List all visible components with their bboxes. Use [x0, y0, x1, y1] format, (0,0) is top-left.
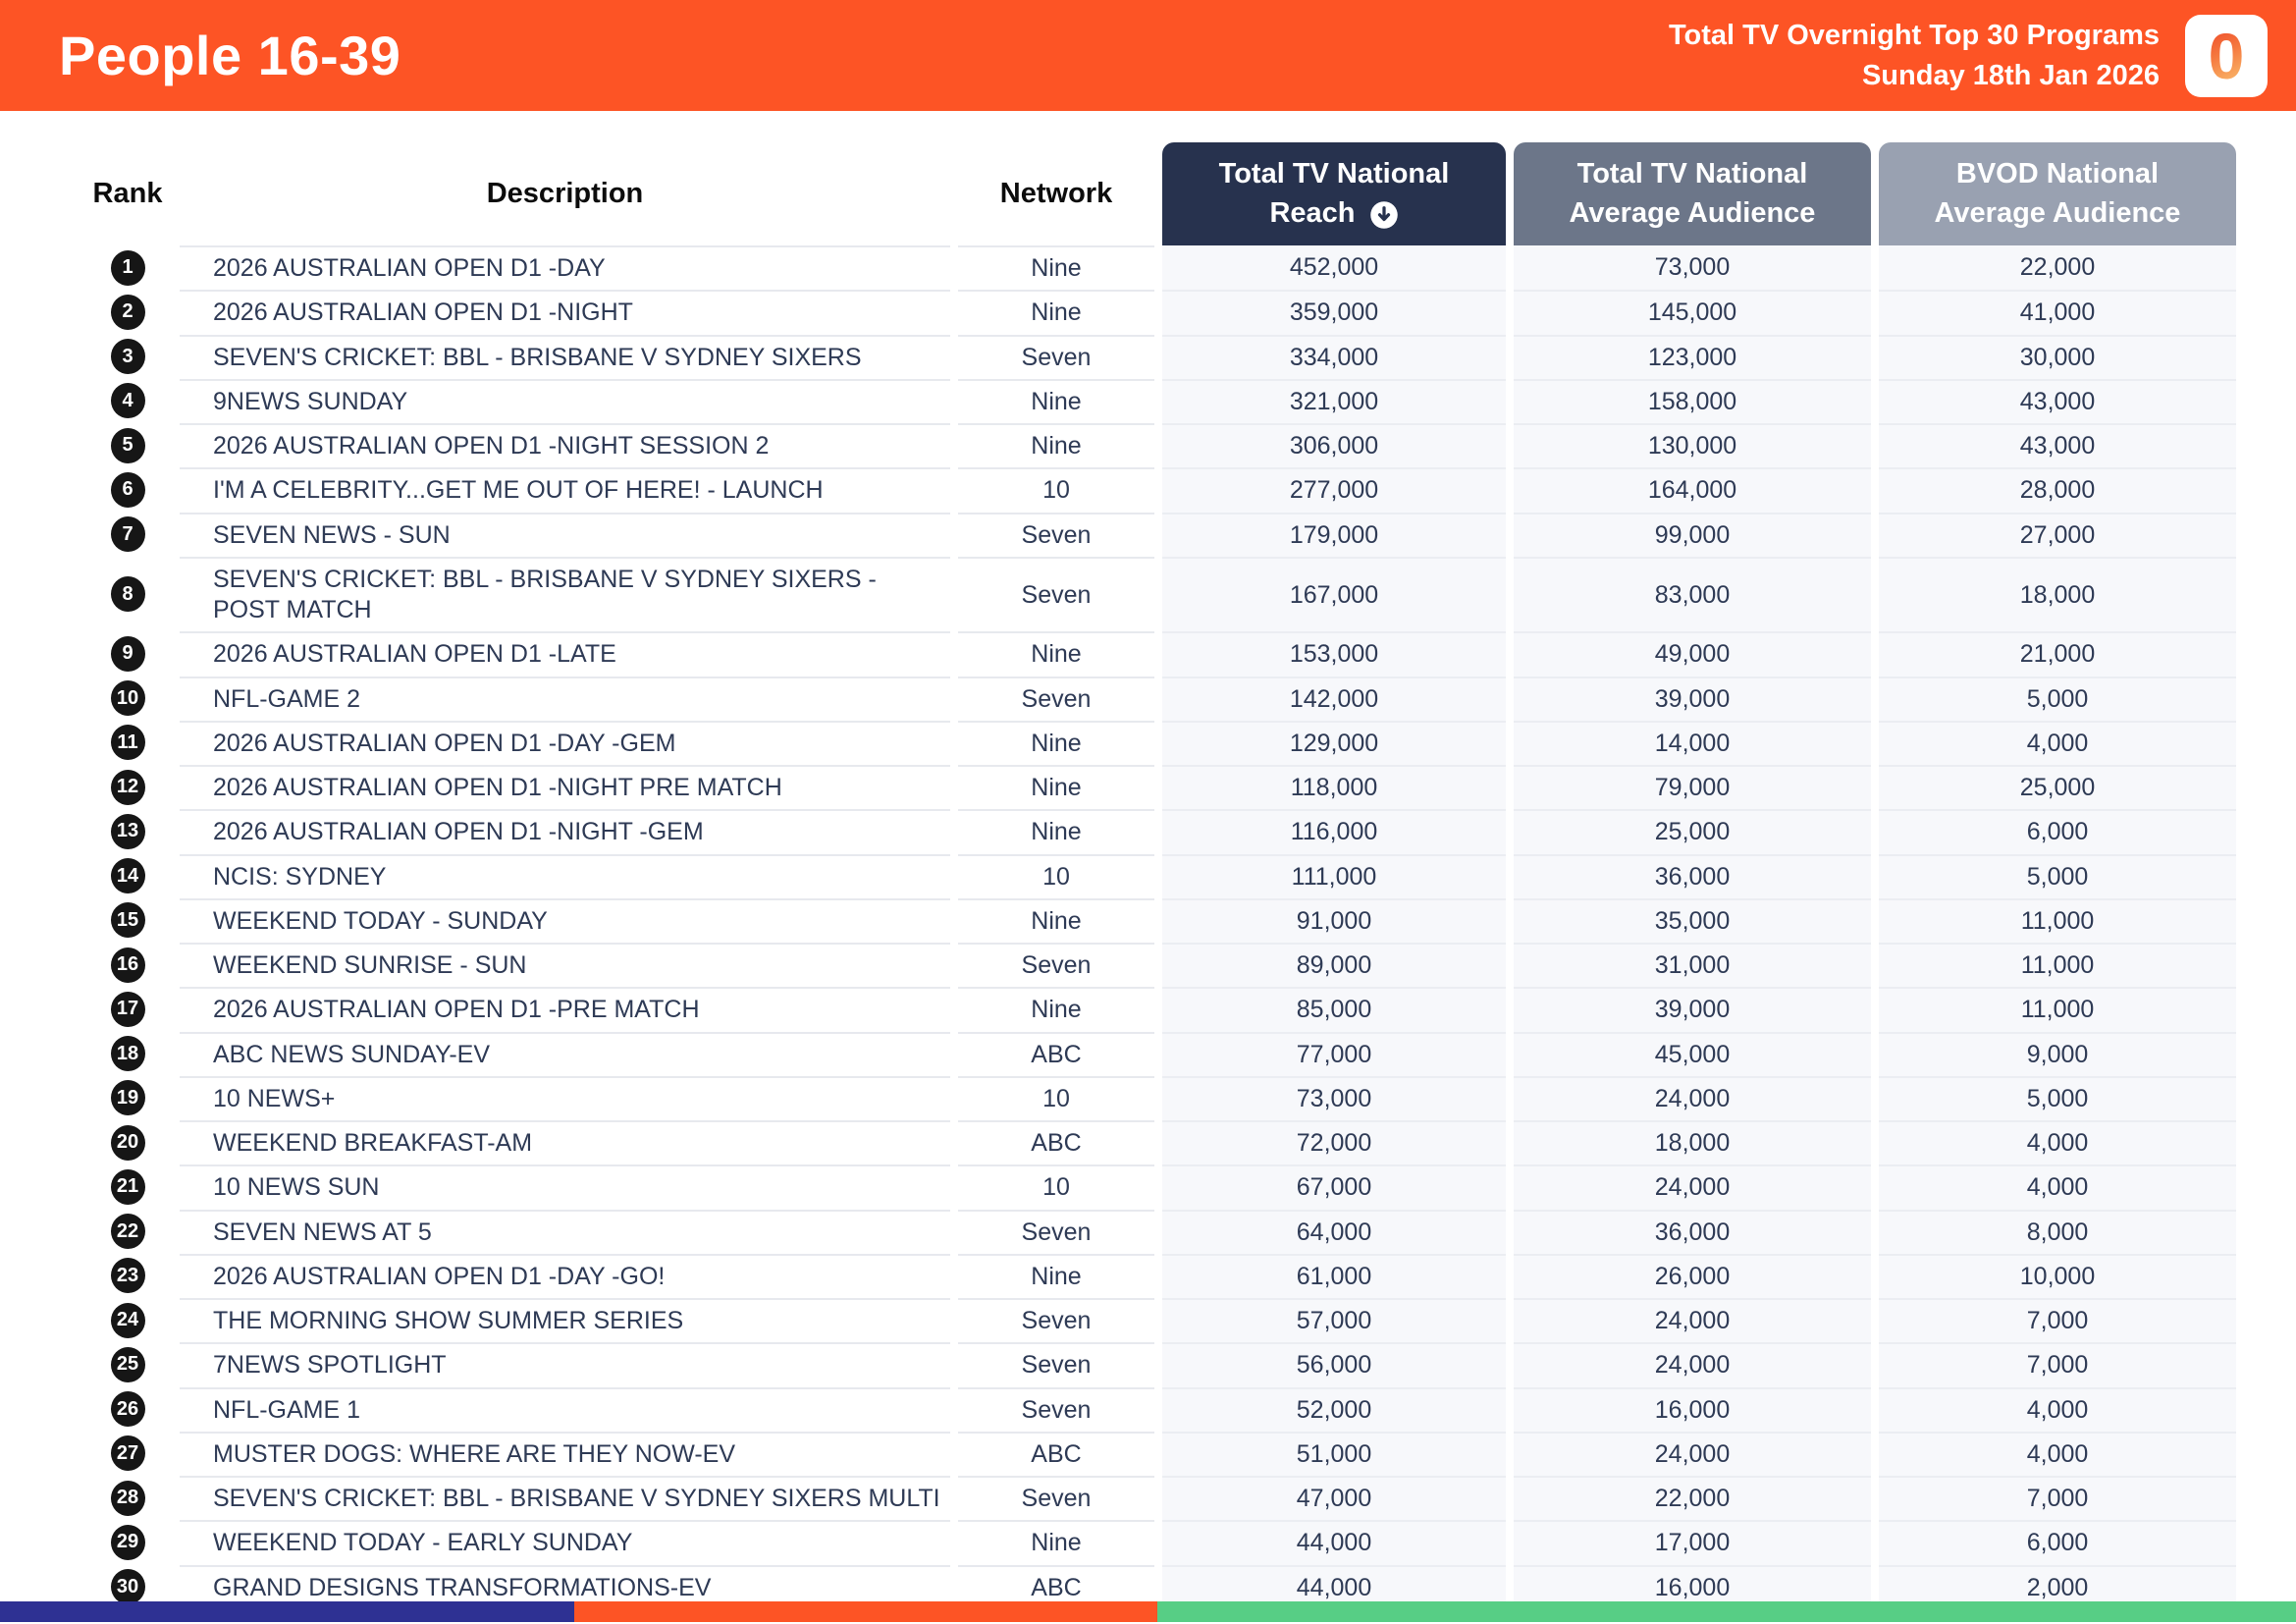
total-tv-average-audience-value: 24,000 [1514, 1076, 1871, 1120]
rank-badge [111, 680, 145, 716]
rank-badge [111, 636, 145, 672]
rank-number: 20 [116, 1131, 139, 1154]
rank-number: 24 [116, 1309, 139, 1331]
rank-number: 3 [122, 345, 133, 367]
bvod-average-audience-value: 27,000 [1879, 513, 2236, 557]
rank-number: 7 [122, 522, 133, 545]
bvod-average-audience-value: 4,000 [1879, 1164, 2236, 1209]
table-row [83, 335, 2236, 379]
total-tv-reach-value: 306,000 [1162, 423, 1506, 467]
total-tv-reach-value: 44,000 [1162, 1565, 1506, 1609]
rank-badge [111, 1258, 145, 1293]
total-tv-average-audience-value: 24,000 [1514, 1164, 1871, 1209]
program-description: 2026 AUSTRALIAN OPEN D1 -DAY -GO! [180, 1254, 950, 1298]
total-tv-average-audience-value: 14,000 [1514, 721, 1871, 765]
rank-badge [111, 250, 145, 286]
rank-number: 13 [116, 820, 139, 842]
rank-cell [83, 245, 172, 290]
rank-badge [111, 725, 145, 760]
total-tv-average-audience-value: 35,000 [1514, 898, 1871, 943]
table-row [83, 1298, 2236, 1342]
total-tv-average-audience-value: 99,000 [1514, 513, 1871, 557]
total-tv-reach-value: 61,000 [1162, 1254, 1506, 1298]
program-description: WEEKEND BREAKFAST-AM [180, 1120, 950, 1164]
rank-badge [111, 576, 145, 612]
column-header-bvod-average[interactable] [1879, 142, 2236, 245]
program-description: THE MORNING SHOW SUMMER SERIES [180, 1298, 950, 1342]
rank-number: 19 [116, 1086, 139, 1109]
total-tv-reach-value: 167,000 [1162, 557, 1506, 632]
bvod-average-audience-value: 43,000 [1879, 423, 2236, 467]
total-tv-average-audience-value: 24,000 [1514, 1432, 1871, 1476]
bvod-average-audience-value: 7,000 [1879, 1298, 2236, 1342]
rank-badge [111, 383, 145, 418]
table-row [83, 513, 2236, 557]
bvod-header-line2: Average Audience [1934, 196, 2181, 229]
top-banner [0, 0, 2296, 111]
program-network: Nine [958, 423, 1154, 467]
total-tv-average-audience-value: 83,000 [1514, 557, 1871, 632]
program-description: WEEKEND TODAY - SUNDAY [180, 898, 950, 943]
rank-badge [111, 1481, 145, 1516]
program-description: 2026 AUSTRALIAN OPEN D1 -PRE MATCH [180, 987, 950, 1031]
table-row [83, 245, 2236, 290]
rank-cell [83, 987, 172, 1031]
rank-badge [111, 992, 145, 1027]
rank-badge [111, 1569, 145, 1604]
rank-number: 29 [116, 1531, 139, 1553]
bvod-average-audience-value: 25,000 [1879, 765, 2236, 809]
bvod-average-audience-value: 6,000 [1879, 1520, 2236, 1564]
total-tv-average-audience-value: 36,000 [1514, 854, 1871, 898]
bvod-average-audience-value: 5,000 [1879, 677, 2236, 721]
total-tv-reach-value: 142,000 [1162, 677, 1506, 721]
program-network: Nine [958, 290, 1154, 334]
rank-badge [111, 516, 145, 552]
total-tv-reach-value: 89,000 [1162, 943, 1506, 987]
total-tv-reach-value: 111,000 [1162, 854, 1506, 898]
rank-cell [83, 513, 172, 557]
program-description: GRAND DESIGNS TRANSFORMATIONS-EV [180, 1565, 950, 1609]
table-row [83, 1387, 2236, 1432]
program-network: Seven [958, 943, 1154, 987]
rank-number: 30 [116, 1575, 139, 1597]
reach-header-line1: Total TV National [1218, 158, 1450, 190]
rank-number: 27 [116, 1441, 139, 1464]
rank-cell [83, 721, 172, 765]
total-tv-average-audience-value: 123,000 [1514, 335, 1871, 379]
total-tv-reach-value: 47,000 [1162, 1476, 1506, 1520]
bvod-average-audience-value: 2,000 [1879, 1565, 2236, 1609]
program-description: 2026 AUSTRALIAN OPEN D1 -NIGHT SESSION 2 [180, 423, 950, 467]
program-network: ABC [958, 1432, 1154, 1476]
program-network: Nine [958, 809, 1154, 853]
program-network: Nine [958, 245, 1154, 290]
footer-segment-blue [0, 1601, 574, 1622]
table-row [83, 1432, 2236, 1476]
bvod-average-audience-value: 30,000 [1879, 335, 2236, 379]
program-description: NCIS: SYDNEY [180, 854, 950, 898]
rank-badge [111, 428, 145, 463]
bvod-average-audience-value: 11,000 [1879, 943, 2236, 987]
rank-badge [111, 1169, 145, 1205]
rank-number: 16 [116, 953, 139, 976]
bvod-average-audience-value: 22,000 [1879, 245, 2236, 290]
rank-number: 1 [122, 256, 133, 279]
total-tv-reach-value: 51,000 [1162, 1432, 1506, 1476]
total-tv-reach-value: 452,000 [1162, 245, 1506, 290]
rank-cell [83, 854, 172, 898]
table-row [83, 379, 2236, 423]
report-subtitle [1669, 16, 2160, 94]
rank-cell [83, 898, 172, 943]
total-tv-reach-value: 179,000 [1162, 513, 1506, 557]
total-tv-average-audience-value: 79,000 [1514, 765, 1871, 809]
rank-badge [111, 295, 145, 330]
program-network: Nine [958, 898, 1154, 943]
total-tv-average-audience-value: 145,000 [1514, 290, 1871, 334]
rank-number: 26 [116, 1397, 139, 1420]
table-row [83, 290, 2236, 334]
rank-badge [111, 1080, 145, 1115]
rank-cell [83, 1076, 172, 1120]
program-description: 2026 AUSTRALIAN OPEN D1 -DAY [180, 245, 950, 290]
column-header-rank: Rank [92, 178, 163, 209]
program-description: NFL-GAME 1 [180, 1387, 950, 1432]
rank-number: 28 [116, 1487, 139, 1509]
oztam-logo-zero: 0 [2208, 19, 2245, 92]
rank-number: 25 [116, 1353, 139, 1376]
table-row [83, 1342, 2236, 1386]
bvod-average-audience-value: 8,000 [1879, 1210, 2236, 1254]
program-description: 2026 AUSTRALIAN OPEN D1 -NIGHT -GEM [180, 809, 950, 853]
total-tv-average-audience-value: 45,000 [1514, 1032, 1871, 1076]
rank-number: 21 [116, 1175, 139, 1198]
program-network: Seven [958, 1476, 1154, 1520]
rank-badge [111, 1525, 145, 1560]
total-tv-average-audience-value: 16,000 [1514, 1565, 1871, 1609]
rank-cell [83, 1387, 172, 1432]
total-tv-reach-value: 129,000 [1162, 721, 1506, 765]
report-subtitle-line1: Total TV Overnight Top 30 Programs [1668, 20, 2160, 52]
program-description: 10 NEWS SUN [180, 1164, 950, 1209]
total-tv-reach-value: 321,000 [1162, 379, 1506, 423]
program-description: SEVEN'S CRICKET: BBL - BRISBANE V SYDNEY SIXERS MULTI [180, 1476, 950, 1520]
table-row [83, 677, 2236, 721]
table-row [83, 1476, 2236, 1520]
program-network: Seven [958, 1342, 1154, 1386]
program-description: 2026 AUSTRALIAN OPEN D1 -LATE [180, 631, 950, 676]
table-row [83, 467, 2236, 512]
program-description: 7NEWS SPOTLIGHT [180, 1342, 950, 1386]
total-tv-reach-value: 118,000 [1162, 765, 1506, 809]
program-description: I'M A CELEBRITY...GET ME OUT OF HERE! - LAUNCH [180, 467, 950, 512]
total-tv-reach-value: 334,000 [1162, 335, 1506, 379]
program-description: SEVEN'S CRICKET: BBL - BRISBANE V SYDNEY SIXERS - POST MATCH [180, 557, 950, 632]
program-network: Nine [958, 379, 1154, 423]
rank-number: 2 [122, 300, 133, 323]
rank-badge [111, 814, 145, 849]
program-network: Seven [958, 677, 1154, 721]
reach-header-line2: Reach [1269, 196, 1356, 229]
program-network: 10 [958, 854, 1154, 898]
program-network: Nine [958, 987, 1154, 1031]
total-tv-average-audience-value: 164,000 [1514, 467, 1871, 512]
total-tv-reach-value: 56,000 [1162, 1342, 1506, 1386]
total-tv-average-audience-value: 18,000 [1514, 1120, 1871, 1164]
rank-badge [111, 1435, 145, 1471]
table-row [83, 1032, 2236, 1076]
rank-cell [83, 809, 172, 853]
rank-cell [83, 423, 172, 467]
rank-cell [83, 1210, 172, 1254]
total-tv-average-audience-value: 39,000 [1514, 987, 1871, 1031]
rank-number: 9 [122, 642, 133, 665]
total-tv-average-audience-value: 31,000 [1514, 943, 1871, 987]
rank-cell [83, 1342, 172, 1386]
rank-cell [83, 943, 172, 987]
rank-number: 17 [116, 998, 139, 1020]
rank-badge [111, 770, 145, 805]
program-description: 2026 AUSTRALIAN OPEN D1 -NIGHT [180, 290, 950, 334]
rank-number: 22 [116, 1219, 139, 1242]
program-network: 10 [958, 1076, 1154, 1120]
total-tv-reach-value: 85,000 [1162, 987, 1506, 1031]
bvod-average-audience-value: 4,000 [1879, 721, 2236, 765]
program-network: Seven [958, 1298, 1154, 1342]
bvod-average-audience-value: 21,000 [1879, 631, 2236, 676]
total-tv-average-audience-value: 158,000 [1514, 379, 1871, 423]
program-network: Seven [958, 1210, 1154, 1254]
table-row [83, 557, 2236, 632]
total-tv-average-audience-value: 49,000 [1514, 631, 1871, 676]
total-tv-reach-value: 67,000 [1162, 1164, 1506, 1209]
program-description: MUSTER DOGS: WHERE ARE THEY NOW-EV [180, 1432, 950, 1476]
total-tv-reach-value: 73,000 [1162, 1076, 1506, 1120]
bvod-average-audience-value: 10,000 [1879, 1254, 2236, 1298]
column-header-total-tv-average[interactable] [1514, 142, 1871, 245]
page-title: People 16-39 [59, 25, 401, 86]
table-row [83, 987, 2236, 1031]
bvod-average-audience-value: 7,000 [1879, 1476, 2236, 1520]
rank-cell [83, 1476, 172, 1520]
rank-badge [111, 1036, 145, 1071]
rank-number: 11 [117, 731, 138, 753]
bvod-average-audience-value: 4,000 [1879, 1432, 2236, 1476]
bvod-header-line1: BVOD National [1955, 158, 2160, 190]
rank-number: 5 [122, 434, 133, 457]
bvod-average-audience-value: 7,000 [1879, 1342, 2236, 1386]
total-tv-reach-value: 153,000 [1162, 631, 1506, 676]
rank-cell [83, 1432, 172, 1476]
program-description: SEVEN'S CRICKET: BBL - BRISBANE V SYDNEY SIXERS [180, 335, 950, 379]
avg-header-line1: Total TV National [1576, 158, 1808, 190]
program-network: ABC [958, 1565, 1154, 1609]
banner-right [1669, 15, 2268, 97]
total-tv-average-audience-value: 36,000 [1514, 1210, 1871, 1254]
total-tv-reach-value: 277,000 [1162, 467, 1506, 512]
program-description: WEEKEND TODAY - EARLY SUNDAY [180, 1520, 950, 1564]
rank-number: 18 [116, 1042, 139, 1064]
table-row [83, 1254, 2236, 1298]
table-row [83, 1120, 2236, 1164]
table-row [83, 765, 2236, 809]
table-row [83, 721, 2236, 765]
table-row [83, 1076, 2236, 1120]
bvod-average-audience-value: 5,000 [1879, 1076, 2236, 1120]
column-header-description: Description [486, 178, 644, 209]
total-tv-reach-value: 57,000 [1162, 1298, 1506, 1342]
table-body [83, 245, 2236, 1609]
circle-arrow-down-icon[interactable] [1369, 200, 1399, 230]
program-network: Nine [958, 721, 1154, 765]
rank-number: 4 [122, 389, 133, 411]
program-description: NFL-GAME 2 [180, 677, 950, 721]
program-network: Seven [958, 557, 1154, 632]
bvod-average-audience-value: 4,000 [1879, 1387, 2236, 1432]
total-tv-reach-value: 72,000 [1162, 1120, 1506, 1164]
rank-badge [111, 1391, 145, 1427]
bvod-average-audience-value: 41,000 [1879, 290, 2236, 334]
total-tv-reach-value: 77,000 [1162, 1032, 1506, 1076]
bvod-average-audience-value: 9,000 [1879, 1032, 2236, 1076]
footer-segment-orange [574, 1601, 1157, 1622]
total-tv-average-audience-value: 39,000 [1514, 677, 1871, 721]
rank-badge [111, 339, 145, 374]
total-tv-reach-value: 359,000 [1162, 290, 1506, 334]
table-row [83, 423, 2236, 467]
bvod-average-audience-value: 4,000 [1879, 1120, 2236, 1164]
avg-header-line2: Average Audience [1569, 196, 1816, 229]
program-description: SEVEN NEWS AT 5 [180, 1210, 950, 1254]
rank-number: 15 [116, 908, 139, 931]
top30-table [0, 111, 2296, 1609]
table-row [83, 854, 2236, 898]
total-tv-average-audience-value: 24,000 [1514, 1342, 1871, 1386]
bvod-average-audience-value: 11,000 [1879, 898, 2236, 943]
rank-cell [83, 1032, 172, 1076]
bvod-average-audience-value: 5,000 [1879, 854, 2236, 898]
total-tv-reach-value: 64,000 [1162, 1210, 1506, 1254]
rank-badge [111, 858, 145, 893]
oztam-logo [2185, 15, 2268, 97]
rank-cell [83, 290, 172, 334]
rank-cell [83, 557, 172, 632]
table-row [83, 1164, 2236, 1209]
program-network: Seven [958, 335, 1154, 379]
column-header-network: Network [999, 178, 1113, 209]
total-tv-average-audience-value: 22,000 [1514, 1476, 1871, 1520]
rank-cell [83, 467, 172, 512]
program-description: SEVEN NEWS - SUN [180, 513, 950, 557]
rank-badge [111, 902, 145, 938]
program-network: Nine [958, 631, 1154, 676]
total-tv-average-audience-value: 24,000 [1514, 1298, 1871, 1342]
table-row [83, 1210, 2236, 1254]
bvod-average-audience-value: 6,000 [1879, 809, 2236, 853]
program-network: Seven [958, 513, 1154, 557]
rank-cell [83, 1120, 172, 1164]
rank-cell [83, 1298, 172, 1342]
rank-number: 23 [116, 1264, 139, 1286]
rank-number: 10 [116, 686, 139, 709]
total-tv-average-audience-value: 17,000 [1514, 1520, 1871, 1564]
table-row [83, 631, 2236, 676]
total-tv-average-audience-value: 16,000 [1514, 1387, 1871, 1432]
column-header-total-tv-reach[interactable] [1162, 142, 1506, 245]
bvod-average-audience-value: 18,000 [1879, 557, 2236, 632]
rank-cell [83, 1520, 172, 1564]
rank-cell [83, 379, 172, 423]
program-network: 10 [958, 1164, 1154, 1209]
rank-badge [111, 947, 145, 983]
footer-segment-green [1157, 1601, 2296, 1622]
rank-cell [83, 677, 172, 721]
table-row [83, 1520, 2236, 1564]
program-network: ABC [958, 1032, 1154, 1076]
bvod-average-audience-value: 11,000 [1879, 987, 2236, 1031]
program-network: Nine [958, 1254, 1154, 1298]
program-description: ABC NEWS SUNDAY-EV [180, 1032, 950, 1076]
total-tv-reach-value: 116,000 [1162, 809, 1506, 853]
rank-cell [83, 335, 172, 379]
program-description: 10 NEWS+ [180, 1076, 950, 1120]
total-tv-reach-value: 91,000 [1162, 898, 1506, 943]
program-description: 2026 AUSTRALIAN OPEN D1 -DAY -GEM [180, 721, 950, 765]
program-network: ABC [958, 1120, 1154, 1164]
total-tv-average-audience-value: 25,000 [1514, 809, 1871, 853]
rank-cell [83, 1164, 172, 1209]
rank-number: 14 [116, 864, 139, 887]
footer-color-bar [0, 1601, 2296, 1622]
rank-cell [83, 765, 172, 809]
table-row [83, 943, 2236, 987]
program-network: Nine [958, 1520, 1154, 1564]
bvod-average-audience-value: 28,000 [1879, 467, 2236, 512]
rank-badge [111, 1214, 145, 1249]
rank-cell [83, 631, 172, 676]
rank-badge [111, 472, 145, 508]
rank-number: 8 [122, 582, 133, 605]
rank-number: 6 [122, 478, 133, 501]
table-row [83, 898, 2236, 943]
total-tv-average-audience-value: 73,000 [1514, 245, 1871, 290]
rank-badge [111, 1125, 145, 1161]
table-header-row [83, 142, 2236, 245]
program-network: Seven [958, 1387, 1154, 1432]
program-network: Nine [958, 765, 1154, 809]
report-subtitle-line2: Sunday 18th Jan 2026 [1861, 59, 2160, 91]
total-tv-average-audience-value: 130,000 [1514, 423, 1871, 467]
rank-badge [111, 1347, 145, 1382]
program-network: 10 [958, 467, 1154, 512]
total-tv-reach-value: 44,000 [1162, 1520, 1506, 1564]
program-description: 2026 AUSTRALIAN OPEN D1 -NIGHT PRE MATCH [180, 765, 950, 809]
rank-badge [111, 1303, 145, 1338]
table-row [83, 809, 2236, 853]
program-description: WEEKEND SUNRISE - SUN [180, 943, 950, 987]
rank-cell [83, 1254, 172, 1298]
rank-number: 12 [116, 776, 139, 798]
total-tv-reach-value: 52,000 [1162, 1387, 1506, 1432]
total-tv-average-audience-value: 26,000 [1514, 1254, 1871, 1298]
program-description: 9NEWS SUNDAY [180, 379, 950, 423]
bvod-average-audience-value: 43,000 [1879, 379, 2236, 423]
